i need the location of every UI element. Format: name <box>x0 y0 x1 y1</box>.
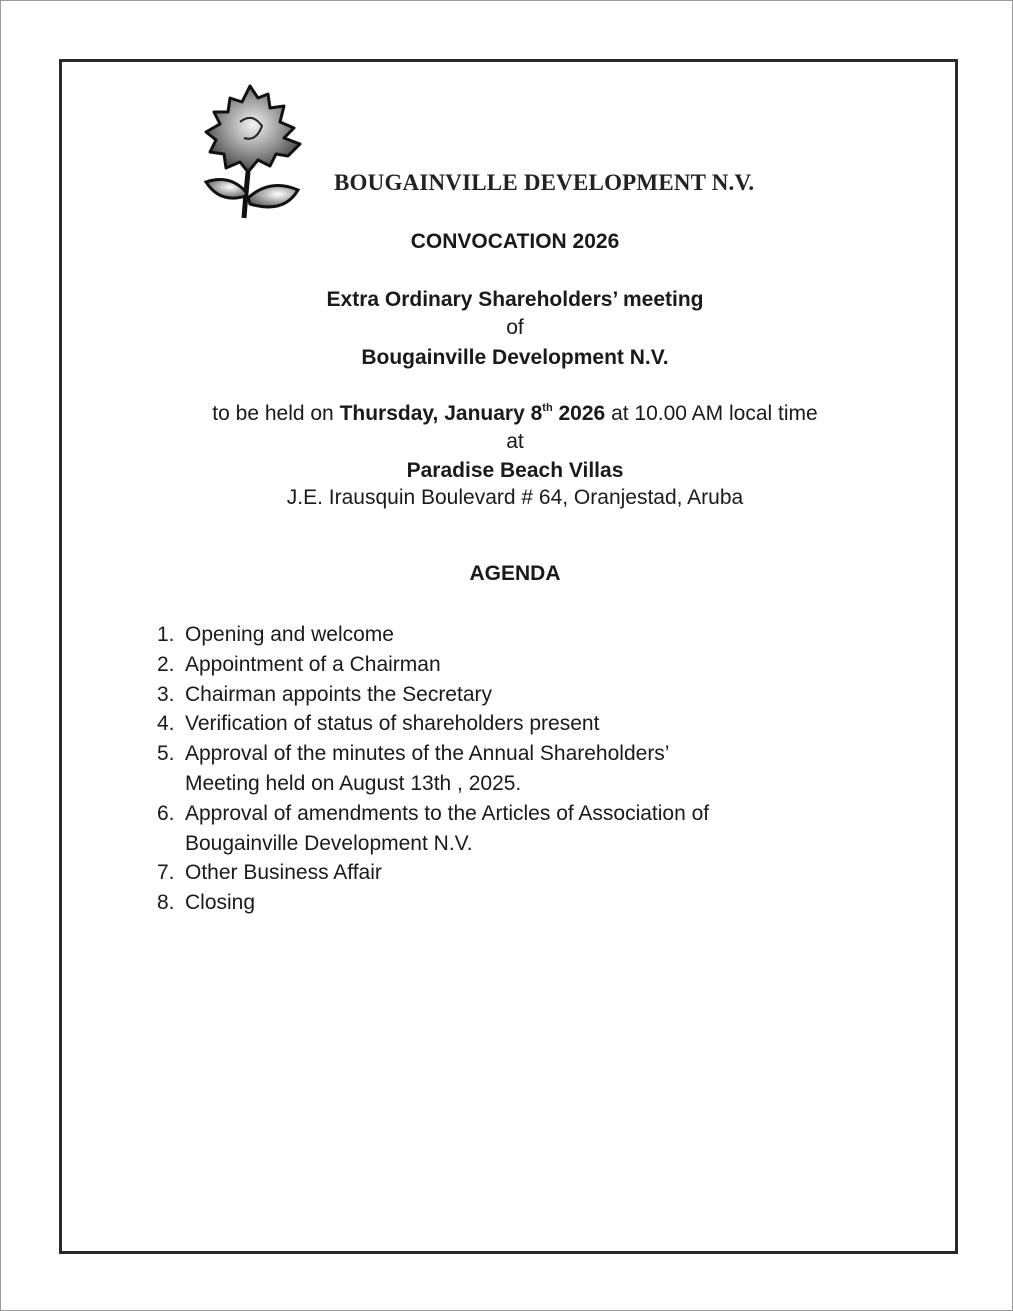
company-name: BOUGAINVILLE DEVELOPMENT N.V. <box>334 170 755 195</box>
date-suffix: th <box>542 402 553 414</box>
agenda-item-text: Chairman appoints the Secretary <box>185 682 492 706</box>
agenda-item-text: Opening and welcome <box>185 623 394 646</box>
venue-address: J.E. Irausquin Boulevard # 64, Oranjestad, Aruba <box>286 486 744 509</box>
meeting-date <box>340 402 606 425</box>
agenda-item-text: Closing <box>185 891 256 915</box>
agenda-item-number: 3. <box>157 682 175 706</box>
agenda-item <box>157 739 709 799</box>
document-title: CONVOCATION 2026 <box>410 230 620 253</box>
schedule-prefix: to be held on <box>212 402 340 425</box>
agenda-item-text: Other Business Affair <box>185 861 382 885</box>
agenda-item-number: 4. <box>157 712 175 736</box>
agenda-item <box>157 680 709 710</box>
agenda-item <box>157 858 709 888</box>
agenda-item-number: 5. <box>157 742 175 766</box>
agenda-item-number: 1. <box>157 623 175 646</box>
agenda-item <box>157 709 709 739</box>
agenda-item-text: Appointment of a Chairman <box>185 652 441 676</box>
agenda-heading: AGENDA <box>469 562 561 585</box>
meeting-type: Extra Ordinary Shareholders’ meeting <box>326 288 704 311</box>
date-year: 2026 <box>552 402 606 425</box>
agenda-item-text: Bougainville Development N.V. <box>185 831 473 855</box>
venue-name: Paradise Beach Villas <box>406 459 624 482</box>
agenda-item-text: Verification of status of shareholders present <box>185 712 600 736</box>
agenda-item-text: Meeting held on August 13th , 2025. <box>185 771 522 795</box>
agenda-item-number: 7. <box>157 861 175 885</box>
agenda-item-number: 6. <box>157 801 175 825</box>
venue-at: at <box>506 430 524 453</box>
agenda-item-text: Approval of amendments to the Articles of Association of <box>185 801 710 825</box>
agenda-item <box>157 650 709 680</box>
agenda-item <box>157 888 709 918</box>
meeting-of: of <box>506 316 524 339</box>
meeting-schedule <box>60 402 970 426</box>
agenda-item-text: Approval of the minutes of the Annual Shareholders’ <box>185 742 670 766</box>
agenda-item <box>157 799 709 859</box>
meeting-time: at 10.00 AM local time <box>605 402 818 425</box>
date-main: Thursday, January 8 <box>339 402 543 425</box>
agenda-item-number: 8. <box>157 891 175 915</box>
bougainville-flower-logo <box>200 82 315 224</box>
agenda-item <box>157 620 709 650</box>
agenda-list <box>157 620 709 918</box>
agenda-item-number: 2. <box>157 652 175 676</box>
meeting-company: Bougainville Development N.V. <box>361 346 669 369</box>
